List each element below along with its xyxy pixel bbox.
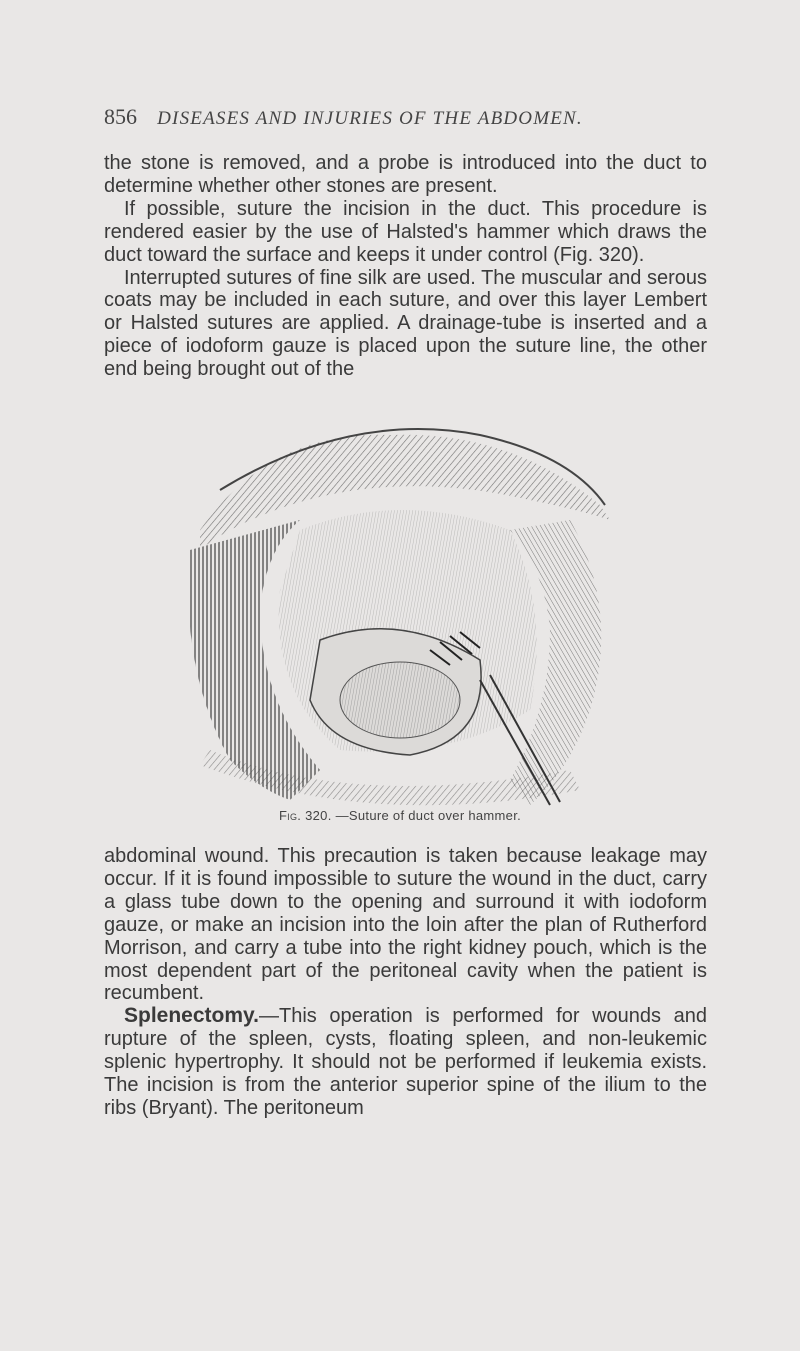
paragraph: the stone is removed, and a probe is introduced into the duct to determine whether other stones are present.	[104, 152, 707, 197]
surgical-illustration	[150, 410, 620, 810]
figure-caption	[0, 808, 800, 823]
paragraph: Interrupted sutures of fine silk are used. The muscular and serous coats may be included in each suture, and over this layer Lembert or Halsted sutures are applied. A drainage-tube is inserted and a piece of iodoform gauze is placed upon the suture line, the other end being brought out of the	[104, 266, 707, 381]
paragraph: abdominal wound. This precaution is taken because leakage may occur. If it is found impossible to suture the wound in the duct, carry a glass tube down to the opening and surround it with iodoform gauze, or make an incision into the loin after the plan of Rutherford Morrison, and carry a tube into the right kidney pouch, which is the most dependent part of the peritoneal cavity when the patient is recumbent.	[104, 845, 707, 1005]
body-text-top	[104, 152, 707, 381]
splenectomy-paragraph	[104, 1005, 707, 1120]
page-number: 856	[104, 104, 137, 129]
running-header	[104, 102, 704, 134]
splenectomy-text: —This operation is performed for wounds and rupture of the spleen, cysts, floating spleen, and non-leukemic splenic hypertrophy. It should not be performed if leukemia exists. The incision is from the anterior superior spine of the ilium to the ribs (Bryant). The peritoneum	[104, 1005, 707, 1119]
section-heading: Splenectomy.	[124, 1004, 259, 1028]
body-text-bottom	[104, 845, 707, 1120]
figure-caption-text: —Suture of duct over hammer.	[335, 808, 522, 823]
figure-label: Fig. 320.	[278, 808, 332, 823]
paragraph: If possible, suture the incision in the duct. This procedure is rendered easier by the use of Halsted's hammer which draws the duct toward the surface and keeps it under control (Fig. 320).	[104, 197, 707, 266]
running-head-title: DISEASES AND INJURIES OF THE ABDOMEN.	[157, 108, 583, 129]
